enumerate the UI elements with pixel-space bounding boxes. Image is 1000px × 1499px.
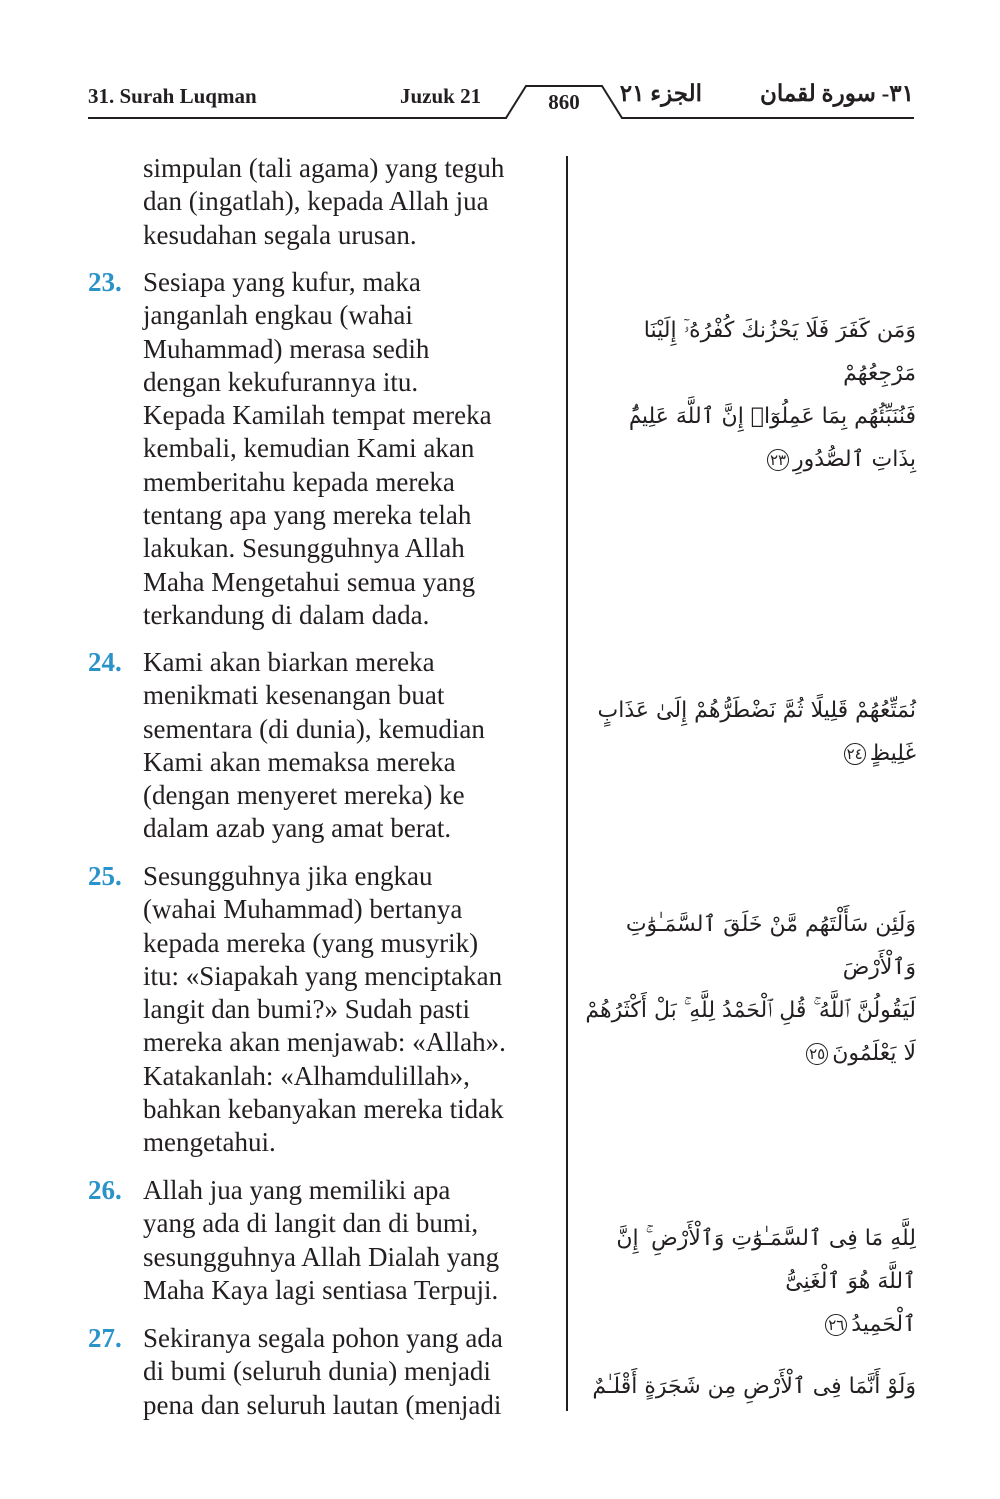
verse-number: 26.	[88, 1175, 122, 1205]
ayah-end-marker: ٢٥	[806, 1043, 828, 1065]
verse-number: 27.	[88, 1323, 122, 1353]
verse-27-arabic	[582, 1322, 916, 1408]
verse-24-translation	[88, 646, 558, 846]
verse-25-translation	[88, 860, 558, 1160]
verse-number: 25.	[88, 861, 122, 891]
arabic-text: لِلَّهِ مَا فِى ٱلسَّمَـٰوَٰتِ وَٱلْأَرْضِ ۚ إِنَّ ٱللَّهَ هُوَ ٱلْغَنِىُّ ٱلْحَمِيدُ	[616, 1226, 916, 1337]
verse-23-arabic	[582, 266, 916, 481]
verse-25-arabic	[582, 860, 916, 1075]
translation-text: Sesiapa yang kufur, maka janganlah engkau (wahai Muhammad) merasa sedih dengan kekufurannya itu. Kepada Kamilah tempat mereka kembali, kemudian Kami akan memberitahu kepada mereka tentang apa yang mereka telah lakukan. Sesungguhnya Allah Maha Mengetahui semua yang terkandung di dalam dada.	[143, 267, 492, 630]
verse-number: 23.	[88, 267, 122, 297]
verse-23-translation	[88, 266, 558, 632]
verse-26-translation	[88, 1174, 558, 1307]
translation-text: Kami akan biarkan mereka menikmati kesenangan buat sementara (di dunia), kemudian Kami akan memaksa mereka (dengan menyeret mereka) ke dalam azab yang amat berat.	[143, 647, 485, 844]
verse-27-translation	[88, 1322, 558, 1422]
continuation-text	[88, 152, 558, 252]
surah-title-arabic: ٣١- سورة لقمان	[759, 81, 914, 106]
verse-26-arabic	[582, 1174, 916, 1346]
juz-label-arabic: الجزء ٢١	[619, 81, 702, 106]
translation-text: Sesungguhnya jika engkau (wahai Muhammad) bertanya kepada mereka (yang musyrik) itu: «Siapakah yang menciptakan langit dan bumi?» Sudah pasti mereka akan menjawab: «Allah». Katakanlah: «Alhamdulillah», bahkan kebanyakan mereka tidak mengetahui.	[143, 861, 506, 1158]
verse-number: 24.	[88, 647, 122, 677]
verse-24-arabic	[582, 646, 916, 775]
arabic-text: نُمَتِّعُهُمْ قَلِيلًا ثُمَّ نَضْطَرُّهُمْ إِلَىٰ عَذَابٍ غَلِيظٍ	[597, 698, 916, 766]
ayah-end-marker: ٢٤	[844, 743, 866, 765]
arabic-text: وَلَوْ أَنَّمَا فِى ٱلْأَرْضِ مِن شَجَرَةٍ أَقْلَـٰمٌ	[592, 1374, 916, 1399]
translation-text: Allah jua yang memiliki apa yang ada di langit dan di bumi, sesungguhnya Allah Dialah yang Maha Kaya lagi sentiasa Terpuji.	[143, 1175, 500, 1305]
column-divider	[566, 156, 568, 1411]
ayah-end-marker: ٢٣	[767, 449, 789, 471]
arabic-text: وَمَن كَفَرَ فَلَا يَحْزُنكَ كُفْرُهُۥٓ إِلَيْنَا مَرْجِعُهُمْ فَنُنَبِّئُهُم بِمَا عَمِلُوٓا۟ إِنَّ ٱللَّهَ عَلِيمٌۢ بِذَاتِ ٱلصُّدُورِ	[628, 318, 916, 472]
translation-text: simpulan (tali agama) yang teguh dan (ingatlah), kepada Allah jua kesudahan segala urusan.	[143, 153, 505, 250]
arabic-text: وَلَئِن سَأَلْتَهُم مَّنْ خَلَقَ ٱلسَّمَـٰوَٰتِ وَٱلْأَرْضَ لَيَقُولُنَّ ٱللَّهُ ۚ قُلِ ٱلْحَمْدُ لِلَّهِ ۚ بَلْ أَكْثَرُهُمْ لَا يَعْلَمُونَ	[585, 912, 916, 1066]
ayah-end-marker: ٢٦	[825, 1314, 847, 1336]
juz-label-latin: Juzuk 21	[400, 84, 482, 108]
surah-title-latin: 31. Surah Luqman	[88, 84, 257, 108]
translation-text: Sekiranya segala pohon yang ada di bumi (seluruh dunia) menjadi pena dan seluruh lautan (menjadi	[143, 1323, 503, 1420]
page-number: 860	[548, 90, 580, 114]
page-header	[88, 80, 914, 130]
